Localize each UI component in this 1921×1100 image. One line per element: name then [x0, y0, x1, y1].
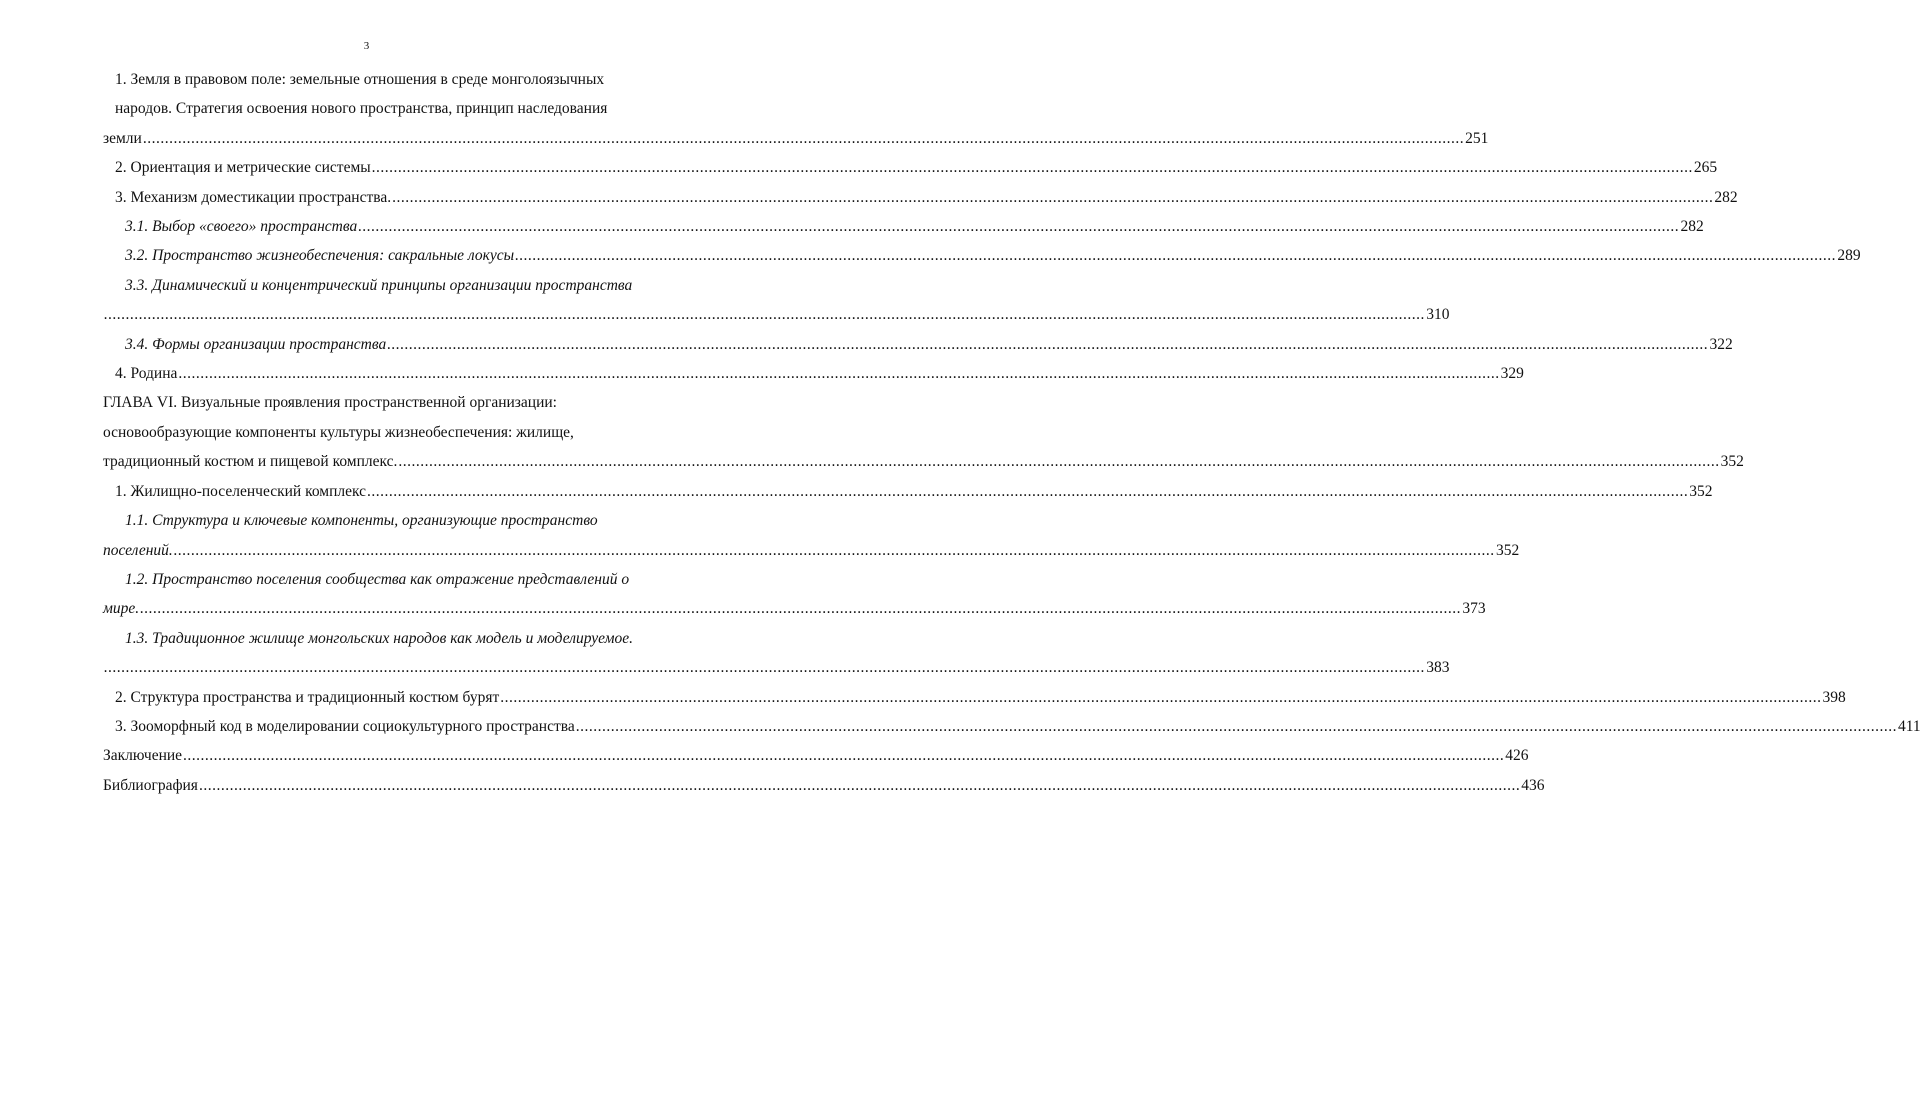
toc-page-number: 352 [1689, 482, 1713, 500]
toc-page-number: 436 [1521, 776, 1545, 794]
toc-page-number: 352 [1496, 541, 1520, 559]
toc-entry[interactable] [115, 359, 1524, 388]
toc-page-number: 426 [1505, 747, 1529, 765]
dot-leader [515, 241, 1836, 270]
dot-leader [500, 683, 1821, 712]
dot-leader [174, 536, 1495, 565]
dot-leader [392, 183, 1713, 212]
dot-leader [104, 300, 1425, 329]
dot-leader [372, 153, 1693, 182]
toc-page-number: 411 [1897, 717, 1921, 735]
dot-leader [199, 771, 1520, 800]
page-number: 3 [363, 40, 370, 52]
toc-entry[interactable] [115, 153, 1718, 182]
toc-entry-text: 1. Жилищно-поселенческий комплекс [115, 482, 367, 500]
toc-page-number: 398 [1822, 688, 1846, 706]
toc-entry[interactable] [103, 388, 1744, 476]
dot-leader [183, 741, 1504, 770]
toc-entry-text: ГЛАВА VI. Визуальные проявления пространственной организации: [103, 394, 557, 412]
toc-entry-text: мире. [103, 600, 140, 618]
toc-entry-text: 2. Структура пространства и традиционный костюм бурят [115, 688, 500, 706]
toc-entry-text: 3. Зооморфный код в моделировании социокультурного пространства [115, 717, 575, 735]
dot-leader [178, 359, 1499, 388]
toc-entry-text: Библиография [103, 776, 198, 794]
toc-entry[interactable] [103, 741, 1529, 770]
toc-entry[interactable] [103, 565, 1486, 624]
toc-entry[interactable] [125, 241, 1861, 270]
toc-entry-text: 2. Ориентация и метрические системы [115, 159, 371, 177]
toc-entry-text: традиционный костюм и пищевой комплекс. [103, 453, 398, 471]
toc-entry[interactable] [125, 624, 1450, 683]
toc-entry-text: Заключение [103, 747, 183, 765]
toc-entry-text: 3.3. Динамический и концентрический принципы организации пространства [125, 276, 633, 294]
toc-entry[interactable] [125, 212, 1704, 241]
toc-entry-text: 3. Механизм доместикации пространства. [115, 188, 392, 206]
toc-page-number: 383 [1426, 659, 1450, 677]
toc-entry[interactable] [115, 477, 1713, 506]
toc-entry-text: 1.2. Пространство поселения сообщества как отражение представлений о [125, 570, 630, 588]
dot-leader [104, 653, 1425, 682]
toc-entry[interactable] [103, 771, 1545, 800]
dot-leader [367, 477, 1688, 506]
toc-entry-text: 3.1. Выбор «своего» пространства [125, 218, 358, 236]
toc-page-number: 329 [1500, 365, 1524, 383]
toc-page-number: 352 [1720, 453, 1744, 471]
toc-entry-text: 4. Родина [115, 365, 178, 383]
toc-entry[interactable] [115, 183, 1738, 212]
toc-entry-text: 3.4. Формы организации пространства [125, 335, 387, 353]
table-of-contents [103, 65, 1921, 800]
dot-leader [576, 712, 1897, 741]
toc-entry-text: основообразующие компоненты культуры жизнеобеспечения: жилище, [103, 423, 574, 441]
toc-page-number: 265 [1693, 159, 1718, 177]
toc-entry-text: 3.2. Пространство жизнеобеспечения: сакральные локусы [125, 247, 515, 265]
dot-leader [387, 330, 1708, 359]
toc-entry-text: земли [103, 129, 142, 147]
dot-leader [143, 124, 1464, 153]
toc-entry-text: поселений. [103, 541, 173, 559]
toc-page-number: 373 [1462, 600, 1486, 618]
toc-page-number: 282 [1714, 188, 1738, 206]
toc-entry[interactable] [103, 65, 1489, 153]
toc-entry[interactable] [115, 683, 1846, 712]
toc-entry-text: 1.3. Традиционное жилище монгольских народов как модель и моделируемое. [125, 629, 634, 647]
toc-entry[interactable] [125, 271, 1450, 330]
toc-entry-text: 1.1. Структура и ключевые компоненты, организующие пространство [125, 512, 598, 530]
toc-entry[interactable] [125, 330, 1733, 359]
toc-entry-text: 1. Земля в правовом поле: земельные отношения в среде монголоязычных [115, 71, 605, 88]
dot-leader [398, 447, 1719, 476]
toc-page-number: 310 [1426, 306, 1450, 324]
toc-entry[interactable] [115, 712, 1921, 741]
toc-entry[interactable] [103, 506, 1520, 565]
dot-leader [140, 594, 1461, 623]
toc-page-number: 251 [1465, 129, 1489, 147]
toc-entry-text: народов. Стратегия освоения нового пространства, принцип наследования [115, 100, 608, 118]
toc-page-number: 322 [1709, 335, 1733, 353]
dot-leader [358, 212, 1679, 241]
toc-page-number: 289 [1837, 247, 1861, 265]
toc-page-number: 282 [1680, 218, 1704, 236]
